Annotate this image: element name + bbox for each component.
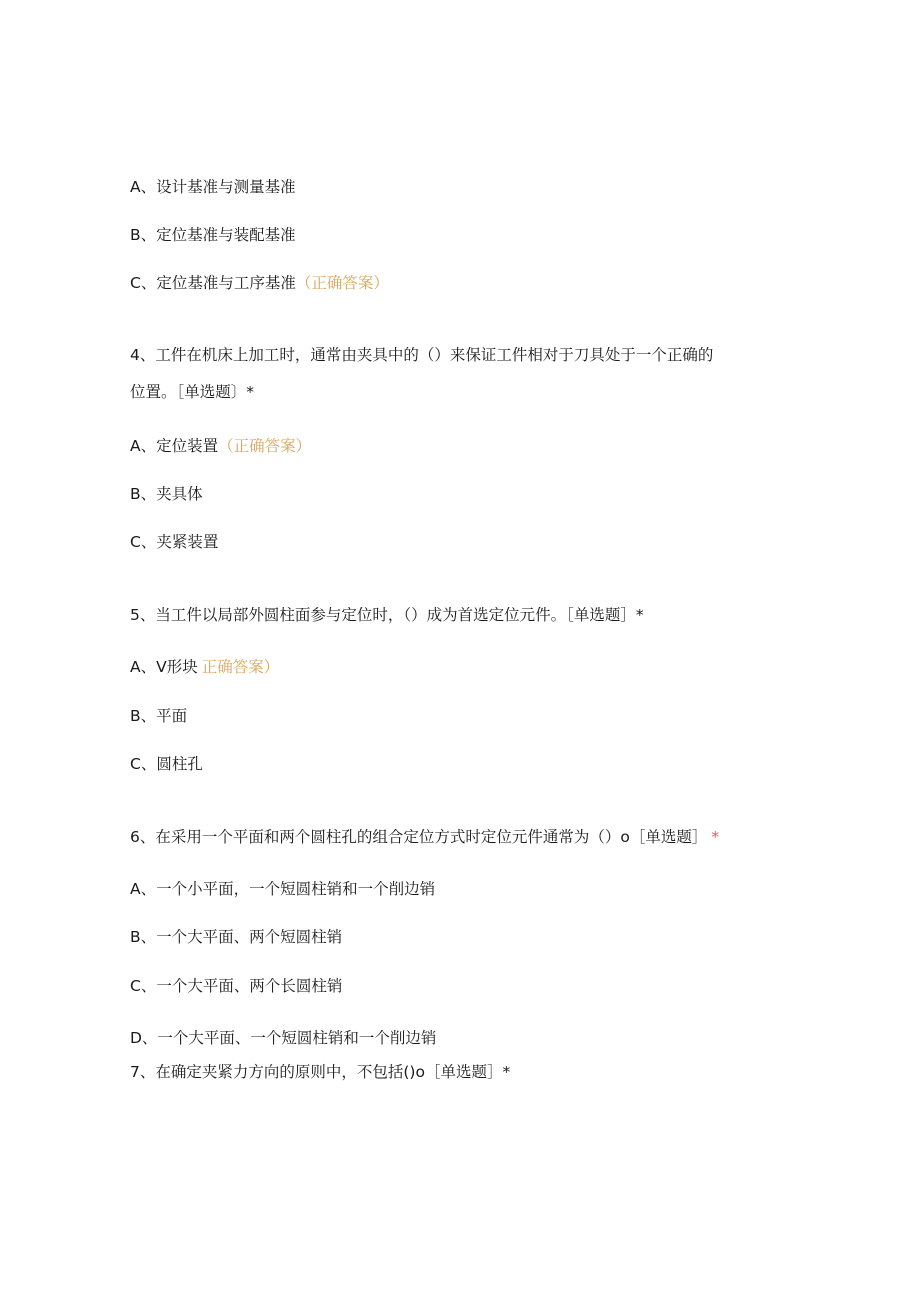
option-text: B、定位基准与装配基准 — [130, 226, 296, 244]
required-star: * — [711, 828, 720, 846]
option-text: B、夹具体 — [130, 485, 203, 503]
option-text: C、一个大平面、两个长圆柱销 — [130, 977, 343, 995]
q6-option-b[interactable] — [130, 926, 342, 948]
q6-option-c[interactable] — [130, 975, 342, 997]
q5-option-b[interactable] — [130, 705, 187, 727]
q5-option-c[interactable] — [130, 753, 203, 775]
option-text: A、一个小平面，一个短圆柱销和一个削边销 — [130, 880, 436, 898]
q4-title-line1: 4、工件在机床上加工时，通常由夹具中的（）来保证工件相对于刀具处于一个正确的 — [130, 346, 714, 364]
q4-option-c[interactable] — [130, 531, 218, 553]
correct-answer-mark: 正确答案） — [201, 658, 280, 676]
option-text: C、定位基准与工序基准 — [130, 274, 296, 292]
q6-option-d[interactable] — [130, 1027, 436, 1049]
option-text: A、设计基准与测量基准 — [130, 178, 296, 196]
correct-answer-mark: （正确答案） — [295, 274, 389, 292]
q5-title: 5、当工件以局部外圆柱面参与定位时，（）成为首选定位元件。［单选题］* — [130, 606, 644, 624]
option-text: C、圆柱孔 — [130, 755, 203, 773]
q3-option-c[interactable] — [130, 272, 389, 294]
q3-option-a[interactable] — [130, 176, 296, 198]
option-text: A、定位装置 — [130, 437, 219, 455]
option-text: B、一个大平面、两个短圆柱销 — [130, 928, 343, 946]
q5-option-a[interactable] — [130, 656, 279, 678]
q7-title: 7、在确定夹紧力方向的原则中，不包括()o［单选题］* — [130, 1063, 511, 1081]
correct-answer-mark: （正确答案） — [218, 437, 312, 455]
q4-option-b[interactable] — [130, 483, 203, 505]
q6-option-a[interactable] — [130, 878, 435, 900]
q4-option-a[interactable] — [130, 435, 311, 457]
q3-option-b[interactable] — [130, 224, 296, 246]
option-text: A、V形块 — [130, 658, 198, 676]
q6-title — [130, 826, 719, 848]
option-text: B、平面 — [130, 707, 188, 725]
q6-title-text: 6、在采用一个平面和两个圆柱孔的组合定位方式时定位元件通常为（）o［单选题］ — [130, 828, 708, 846]
option-text: C、夹紧装置 — [130, 533, 219, 551]
option-text: D、一个大平面、一个短圆柱销和一个削边销 — [130, 1029, 437, 1047]
q4-title-line2: 位置。［单选题〕* — [130, 383, 255, 401]
